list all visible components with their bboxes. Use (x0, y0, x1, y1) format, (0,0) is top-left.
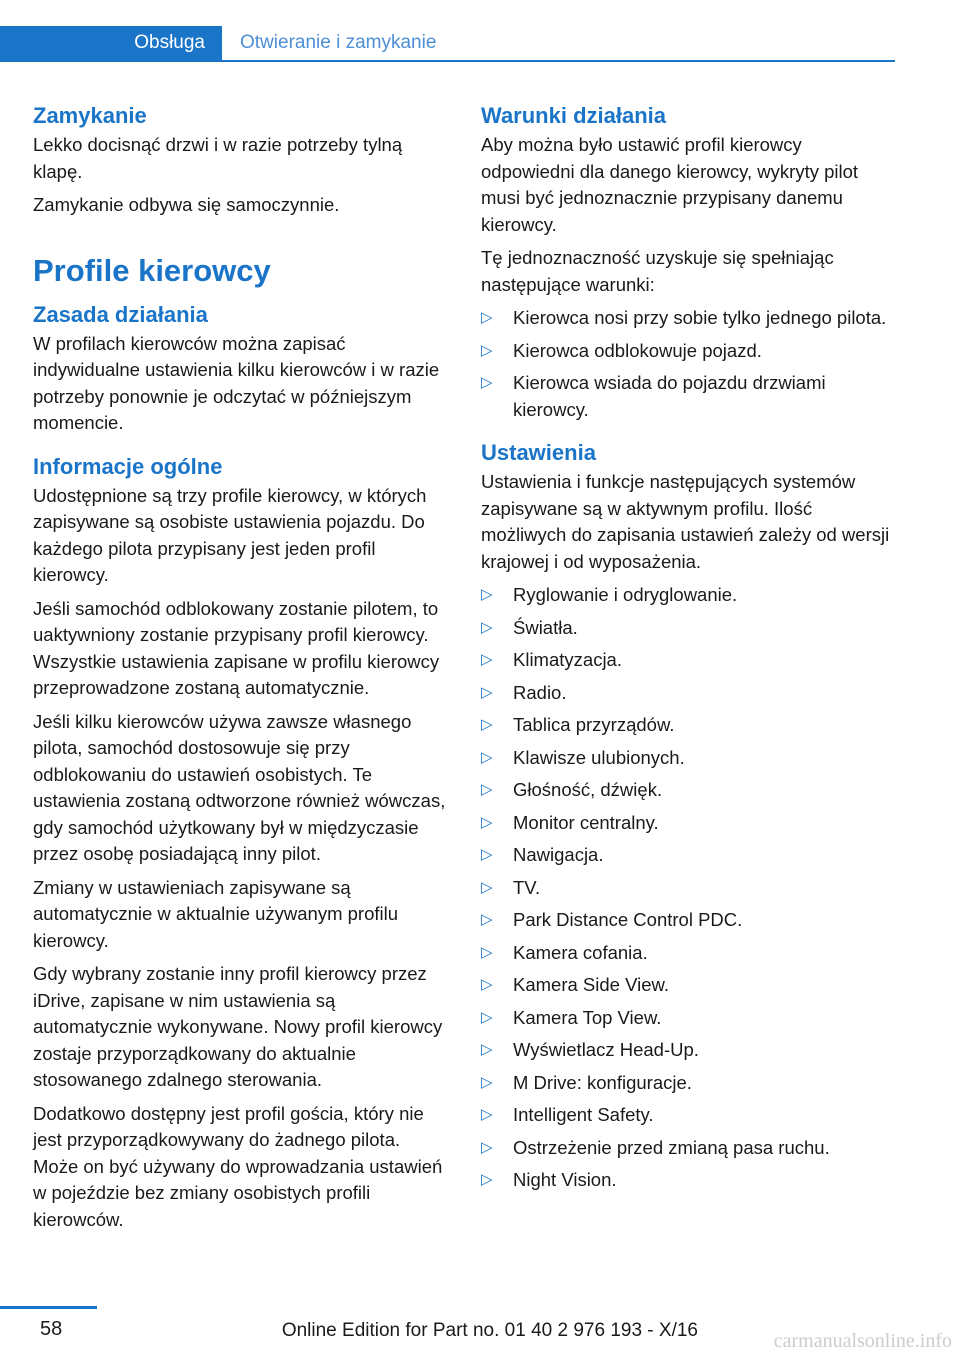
list-item: ▷ TV. (481, 875, 896, 902)
edition-text: Online Edition for Part no. 01 40 2 976 193 - X/16 (281, 1320, 698, 1341)
list-item: ▷ Wyświetlacz Head-Up. (481, 1037, 896, 1064)
right-column (481, 100, 896, 1208)
list-item: ▷ M Drive: konfiguracje. (481, 1070, 896, 1097)
zasada-heading: Zasada działania (33, 301, 208, 327)
list-item: ▷ Nawigacja. (481, 842, 896, 869)
informacje-section (33, 451, 448, 1234)
zamykanie-section (33, 100, 448, 219)
list-item: ▷ Kamera Top View. (481, 1005, 896, 1032)
list-item: ▷ Kierowca wsiada do pojazdu drzwiami kierowcy. (481, 370, 896, 423)
footer-divider (0, 1306, 97, 1309)
paragraph: W profilach kierowców można zapisać indywidualne ustawienia kilku kierowców i w razie potrzeby ponownie je odczytać w późniejszym momencie. (33, 332, 440, 433)
left-column (33, 100, 448, 1247)
list-item: ▷ Monitor centralny. (481, 810, 896, 837)
ustawienia-list (481, 582, 896, 1194)
zamykanie-heading: Zamykanie (33, 103, 147, 128)
warunki-heading: Warunki działania (481, 103, 667, 128)
list-item: ▷ Night Vision. (481, 1167, 896, 1194)
ustawienia-heading: Ustawienia (481, 440, 596, 465)
warunki-list (481, 305, 896, 423)
list-item: ▷ Kamera cofania. (481, 940, 896, 967)
list-item: ▷ Radio. (481, 680, 896, 707)
list-item: ▷ Ryglowanie i odryglowanie. (481, 582, 896, 609)
list-item: ▷ Klimatyzacja. (481, 647, 896, 674)
list-item: ▷ Park Distance Control PDC. (481, 907, 896, 934)
section-tab: Otwieranie i zamykanie (240, 32, 437, 53)
zasada-section (33, 299, 448, 437)
list-item: ▷ Światła. (481, 615, 896, 642)
paragraph: Dodatkowo dostępny jest profil gościa, który nie jest przyporządkowywany do żadnego pilota. Może on być używany do wprowadzania ustawień w pojeździe bez zmiany osobistych profili kierowców. (33, 1102, 443, 1230)
paragraph: Jeśli samochód odblokowany zostanie pilotem, to uaktywniony zostanie przypisany profil kierowcy. Wszystkie ustawienia zapisane w profilu kierowcy przeprowadzone zostaną automatycznie. (33, 597, 440, 698)
paragraph: Udostępnione są trzy profile kierowcy, w których zapisywane są osobiste ustawienia pojazdu. Do każdego pilota przypisany jest jeden profil kierowcy. (33, 484, 427, 585)
list-item: ▷ Kierowca odblokowuje pojazd. (481, 338, 896, 365)
ustawienia-section (481, 437, 896, 1194)
paragraph: Zmiany w ustawieniach zapisywane są automatycznie w aktualnie używanym profilu kierowcy. (33, 876, 399, 951)
paragraph: Gdy wybrany zostanie inny profil kierowcy przez iDrive, zapisane w nim ustawienia są automatycznie wykonywane. Nowy profil kierowcy zostaje przyporządkowany do aktualnie stosowanego zdalnego sterowania. (33, 963, 443, 1090)
list-item: ▷ Głośność, dźwięk. (481, 777, 896, 804)
profile-heading: Profile kierowcy (33, 252, 271, 288)
list-item: ▷ Klawisze ulubionych. (481, 745, 896, 772)
page-header (0, 26, 895, 62)
header-divider (0, 60, 895, 62)
chapter-tab: Obsługa (0, 26, 222, 60)
list-item: ▷ Kamera Side View. (481, 972, 896, 999)
paragraph: Tę jednoznaczność uzyskuje się spełniając następujące warunki: (481, 247, 834, 295)
paragraph: Jeśli kilku kierowców używa zawsze własnego pilota, samochód dostosowuje się przy odblokowaniu do ustawień osobistych. Te ustawienia zostaną odtworzone również wówczas, gdy samochód użytkowany był w międzyczasie przez osobę posiadającą inny pilot. (33, 710, 446, 864)
paragraph: Ustawienia i funkcje następujących systemów zapisywane są w aktywnym profilu. Ilość możliwych do zapisania ustawień zależy od wersji krajowej i od wyposażenia. (481, 471, 890, 572)
list-item: ▷ Intelligent Safety. (481, 1102, 896, 1129)
list-item: ▷ Tablica przyrządów. (481, 712, 896, 739)
list-item: ▷ Kierowca nosi przy sobie tylko jednego pilota. (481, 305, 896, 332)
watermark: carmanualsonline.info (773, 1330, 952, 1352)
informacje-heading: Informacje ogólne (33, 453, 223, 479)
warunki-section (481, 100, 896, 423)
paragraph: Aby można było ustawić profil kierowcy odpowiedni dla danego kierowcy, wykryty pilot musi być jednoznacznie przypisany danemu kierowcy. (481, 134, 859, 235)
page-number: 58 (40, 1318, 63, 1340)
paragraph: Lekko docisnąć drzwi i w razie potrzeby tylną klapę. (33, 134, 403, 182)
list-item: ▷ Ostrzeżenie przed zmianą pasa ruchu. (481, 1135, 896, 1162)
paragraph: Zamykanie odbywa się samoczynnie. (33, 194, 340, 215)
